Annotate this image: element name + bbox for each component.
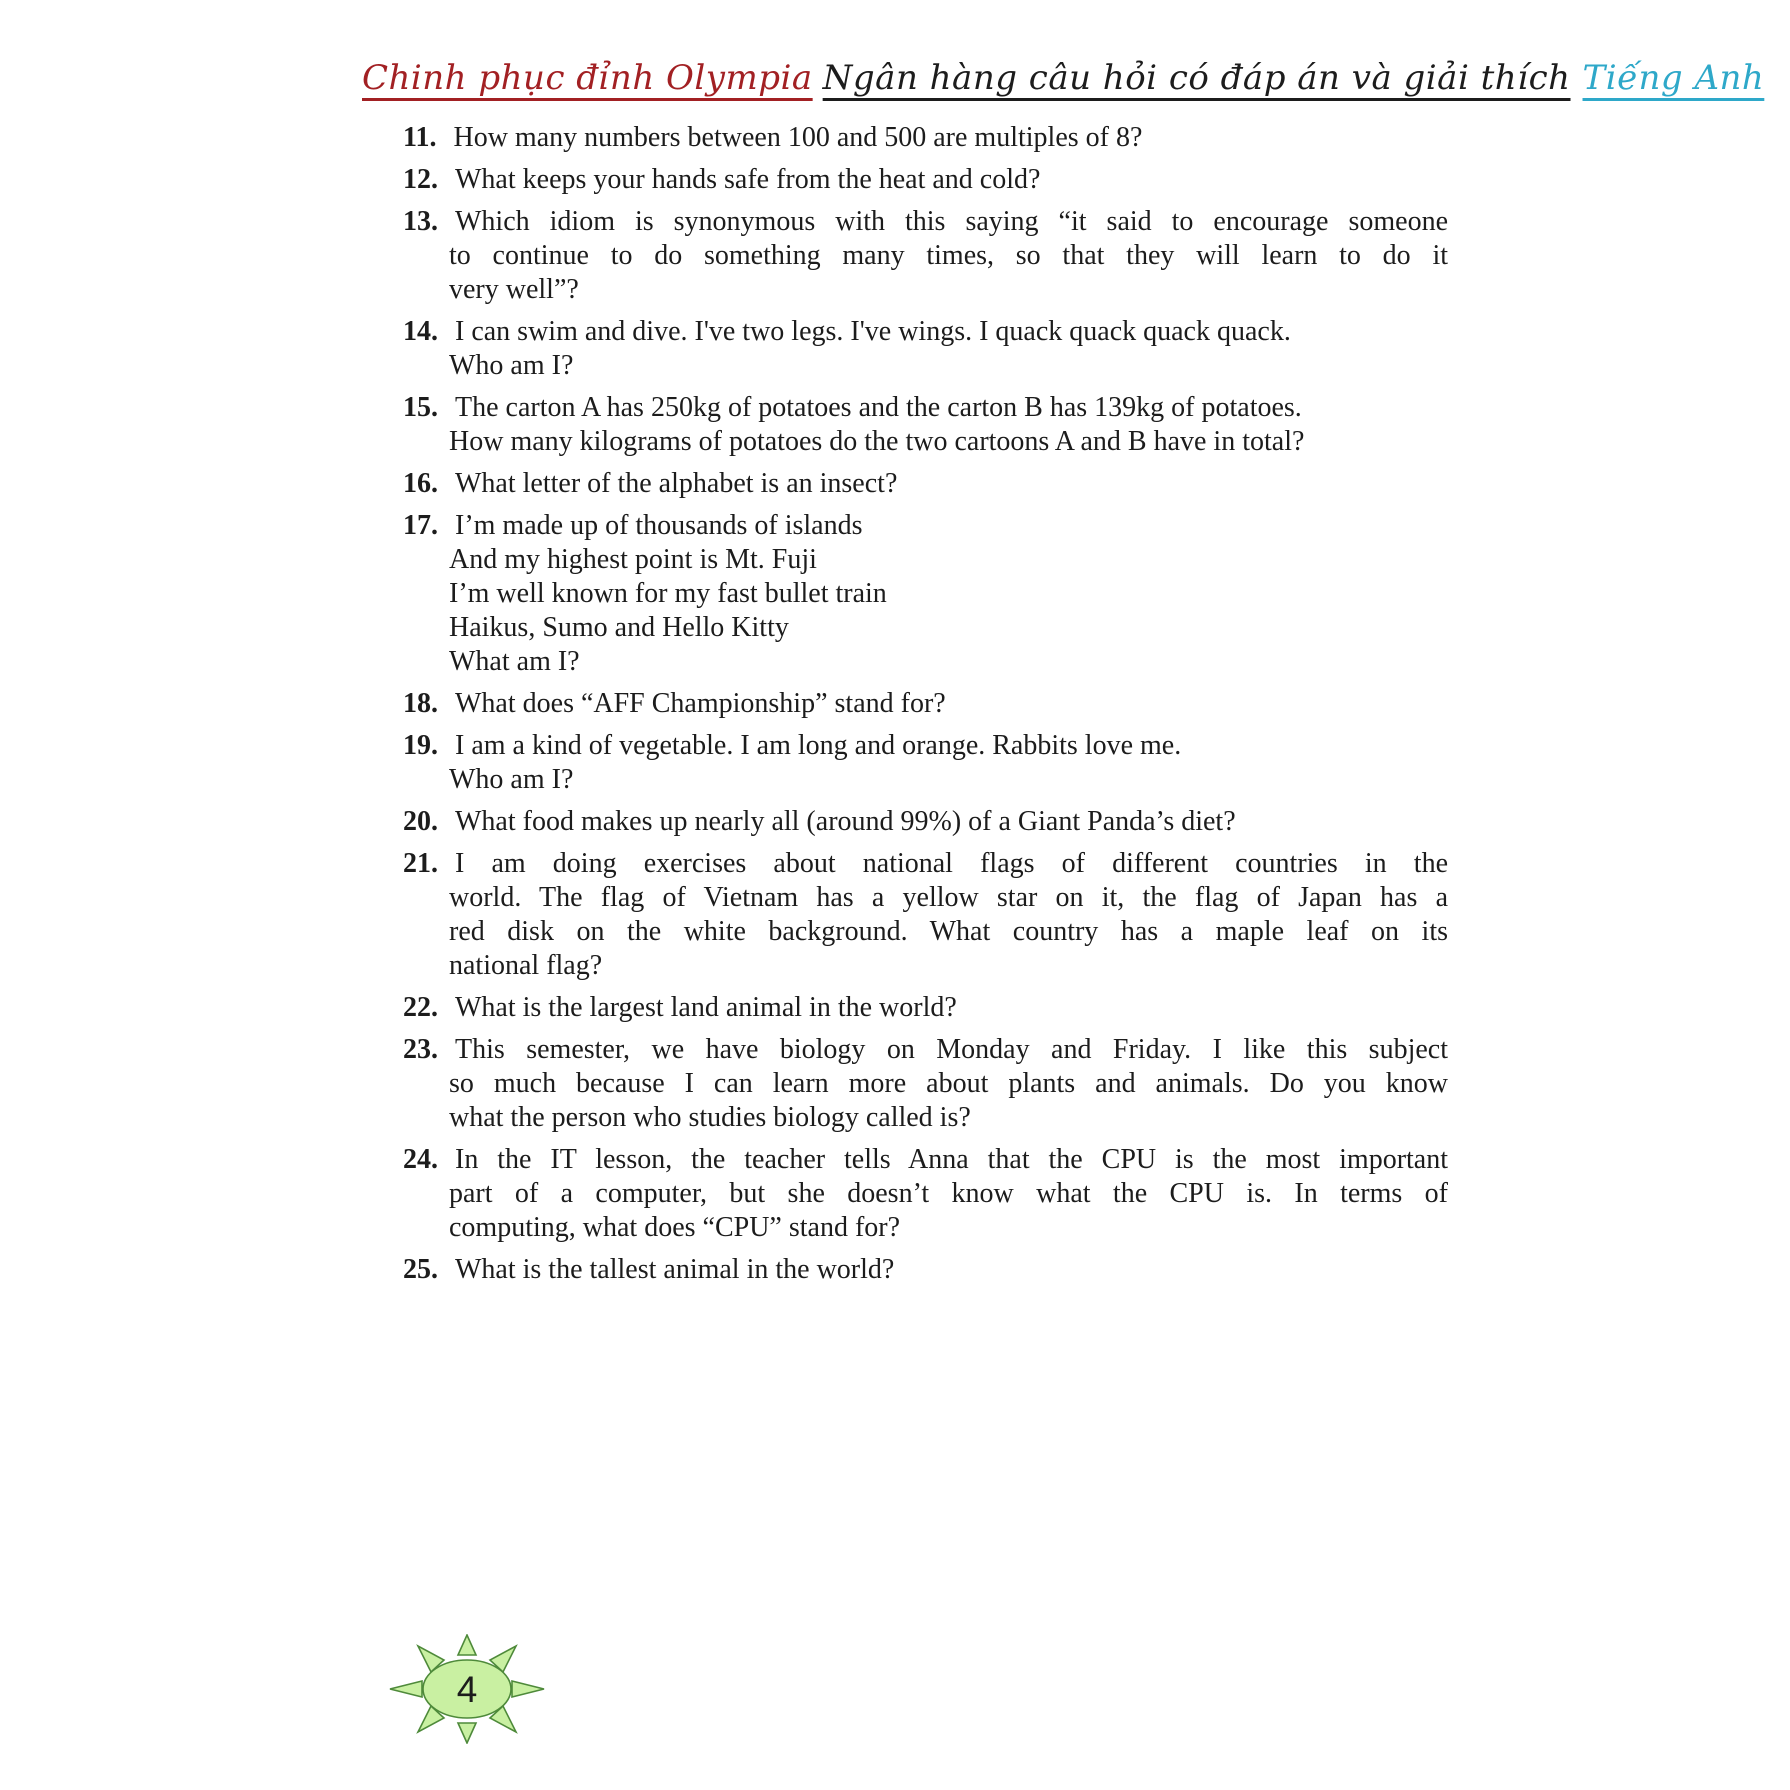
sun-ray [512, 1681, 544, 1697]
question-number: 11. [403, 122, 437, 153]
question-item [403, 315, 1448, 383]
question-first-line: 14. I can swim and dive. I've two legs. I've wings. I quack quack quack quack. [403, 316, 1291, 347]
question-number: 19. [403, 730, 438, 761]
header-subject-title: Tiếng Anh [1582, 58, 1765, 98]
question-line: what the person who studies biology called is? [449, 1102, 971, 1133]
question-first-line: 15. The carton A has 250kg of potatoes and the carton B has 139kg of potatoes. [403, 392, 1302, 423]
question-number: 13. [403, 206, 438, 237]
question-item [403, 391, 1448, 459]
question-number: 17. [403, 510, 438, 541]
question-item [403, 1253, 1448, 1287]
header-subtitle: Ngân hàng câu hỏi có đáp án và giải thích [822, 58, 1571, 98]
question-line: And my highest point is Mt. Fuji [449, 544, 817, 575]
question-number: 22. [403, 992, 438, 1023]
question-line: Who am I? [449, 764, 574, 795]
question-line: I’m well known for my fast bullet train [449, 578, 887, 609]
question-item [403, 729, 1448, 797]
question-item [403, 467, 1448, 501]
page-header [362, 58, 1764, 98]
question-first-line: 11. How many numbers between 100 and 500 are multiples of 8? [403, 122, 1143, 153]
page-number: 4 [456, 1669, 478, 1710]
question-first-line: 24. In the IT lesson, the teacher tells Anna that the CPU is the most important [403, 1144, 1448, 1175]
question-line: Who am I? [449, 350, 574, 381]
question-first-line: 19. I am a kind of vegetable. I am long and orange. Rabbits love me. [403, 730, 1182, 761]
question-item [403, 687, 1448, 721]
question-number: 24. [403, 1144, 438, 1175]
question-item [403, 847, 1448, 983]
question-line: What am I? [449, 646, 580, 677]
question-number: 23. [403, 1034, 438, 1065]
question-first-line: 21. I am doing exercises about national flags of different countries in the [403, 848, 1448, 879]
question-line: red disk on the white background. What country has a maple leaf on its [449, 916, 1448, 947]
sun-ray [458, 1635, 476, 1655]
sun-ray [458, 1723, 476, 1743]
question-line: world. The flag of Vietnam has a yellow star on it, the flag of Japan has a [449, 882, 1448, 913]
question-first-line: 20. What food makes up nearly all (around 99%) of a Giant Panda’s diet? [403, 806, 1236, 837]
question-number: 15. [403, 392, 438, 423]
question-first-line: 17. I’m made up of thousands of islands [403, 510, 863, 541]
question-item [403, 1143, 1448, 1245]
question-item [403, 509, 1448, 679]
question-number: 21. [403, 848, 438, 879]
question-number: 18. [403, 688, 438, 719]
questions-list [403, 121, 1448, 1295]
question-number: 16. [403, 468, 438, 499]
question-item [403, 805, 1448, 839]
question-first-line: 16. What letter of the alphabet is an insect? [403, 468, 898, 499]
question-item [403, 205, 1448, 307]
question-first-line: 25. What is the tallest animal in the world? [403, 1254, 895, 1285]
sun-icon [387, 1634, 547, 1744]
sun-ray [390, 1681, 422, 1697]
question-first-line: 23. This semester, we have biology on Monday and Friday. I like this subject [403, 1034, 1448, 1065]
question-first-line: 22. What is the largest land animal in the world? [403, 992, 957, 1023]
question-line: computing, what does “CPU” stand for? [449, 1212, 901, 1243]
question-item [403, 121, 1448, 155]
question-item [403, 163, 1448, 197]
question-first-line: 12. What keeps your hands safe from the heat and cold? [403, 164, 1041, 195]
question-line: very well”? [449, 274, 579, 305]
question-item [403, 1033, 1448, 1135]
question-item [403, 991, 1448, 1025]
question-number: 12. [403, 164, 438, 195]
question-number: 20. [403, 806, 438, 837]
question-line: so much because I can learn more about plants and animals. Do you know [449, 1068, 1448, 1099]
question-line: part of a computer, but she doesn’t know what the CPU is. In terms of [449, 1178, 1448, 1209]
question-line: national flag? [449, 950, 603, 981]
question-first-line: 18. What does “AFF Championship” stand for? [403, 688, 946, 719]
question-first-line: 13. Which idiom is synonymous with this saying “it said to encourage someone [403, 206, 1448, 237]
question-line: to continue to do something many times, so that they will learn to do it [449, 240, 1448, 271]
question-number: 14. [403, 316, 438, 347]
question-number: 25. [403, 1254, 438, 1285]
header-series-title: Chinh phục đỉnh Olympia [362, 58, 813, 98]
question-line: How many kilograms of potatoes do the two cartoons A and B have in total? [449, 426, 1305, 457]
question-line: Haikus, Sumo and Hello Kitty [449, 612, 789, 643]
page-number-sun [387, 1634, 547, 1744]
